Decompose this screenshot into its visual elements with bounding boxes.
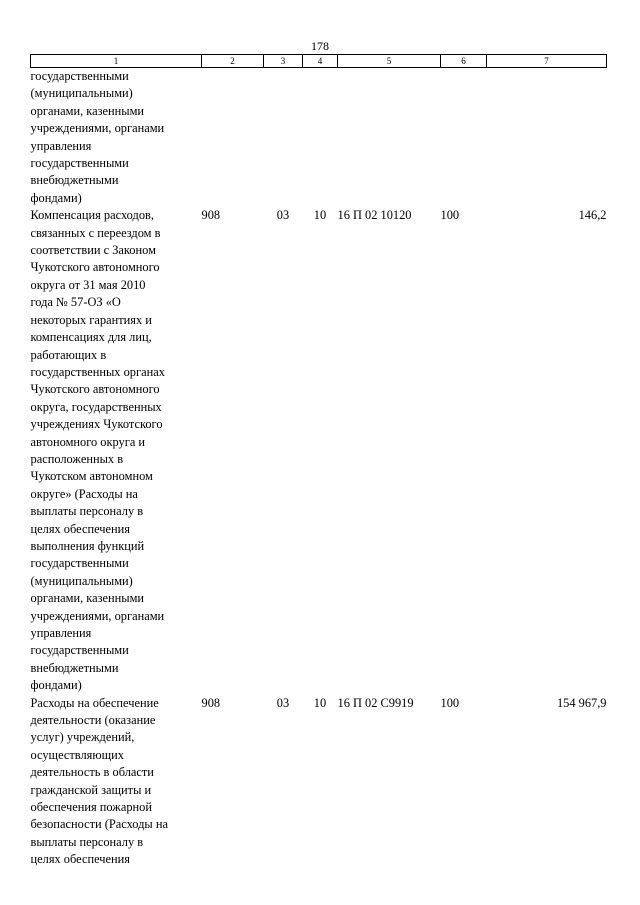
column-header-7: 7 [487, 55, 607, 68]
expense-name-line: осуществляющих [30, 747, 124, 762]
expense-name-line: целях обеспечения [30, 521, 130, 536]
column-number-row [31, 55, 607, 68]
column-header-5: 5 [338, 55, 441, 68]
expense-name-line: государственных органах [30, 364, 165, 379]
column-header-2: 2 [202, 55, 264, 68]
table-row [31, 695, 607, 869]
expense-name-line: Чукотском автономном [30, 469, 153, 484]
amount-value: 154 967,9 [556, 695, 607, 710]
expense-name-line: Расходы на обеспечение [30, 695, 159, 710]
expense-name-line: Компенсация расходов, [30, 208, 154, 223]
table-row [31, 68, 607, 208]
expense-type-code: 100 [440, 208, 460, 223]
expense-name-line: управления [30, 626, 92, 640]
expense-name [31, 695, 202, 869]
expense-name-line: деятельность в области [30, 765, 154, 780]
section-code: 03 [276, 208, 290, 223]
expense-name-line: обеспечения пожарной [30, 800, 152, 815]
expense-name-line: некоторых гарантиях и [30, 312, 152, 327]
expense-name-line: целях обеспечения [30, 852, 130, 867]
expense-name-line: (муниципальными) [30, 86, 133, 101]
expense-name-line: расположенных в [30, 451, 124, 466]
expense-name-line: управления [30, 138, 92, 153]
column-header-4: 4 [303, 55, 338, 68]
expense-name-line: работающих в [30, 347, 107, 362]
expense-name-line: округе» (Расходы на [30, 486, 138, 501]
amount-value: 146,2 [578, 208, 607, 223]
expense-name-line: округа, государственных [30, 399, 162, 414]
expense-name-line: органами, казенными [30, 103, 145, 118]
expense-name-line: органами, казенными [30, 591, 145, 606]
expense-name-line: государственными [30, 156, 129, 171]
expense-name-line: фондами) [30, 678, 82, 693]
expense-type-code [441, 68, 487, 208]
expense-name-line: учреждениях Чукотского [30, 417, 163, 432]
ministry-code: 908 [201, 695, 221, 710]
expense-name-line: соответствии с Законом [30, 243, 156, 258]
expense-name-line: учреждениями, органами [30, 608, 165, 623]
ministry-code [202, 68, 264, 208]
expense-name-line: фондами) [30, 190, 82, 205]
table-row [31, 207, 607, 694]
amount-value [487, 68, 607, 208]
subsection-code: 10 [313, 695, 327, 710]
expense-name-line: компенсациях для лиц, [30, 330, 152, 345]
table-body [31, 68, 607, 869]
column-header-6: 6 [441, 55, 487, 68]
expense-name [31, 207, 202, 694]
expense-name-line: автономного округа и [30, 434, 146, 449]
expense-name-line: года № 57-ОЗ «О [30, 295, 121, 310]
expense-name-line: выплаты персоналу в [30, 504, 144, 519]
target-article-code [338, 68, 441, 208]
expense-name-line: учреждениями, органами [30, 121, 165, 136]
section-code: 03 [276, 695, 290, 710]
expense-name-line: государственными [30, 69, 129, 83]
section-code [264, 68, 303, 208]
subsection-code: 10 [313, 208, 327, 223]
expense-name-line: выполнения функций [30, 538, 145, 553]
subsection-code [303, 68, 338, 208]
expense-name-line: выплаты персоналу в [30, 834, 144, 849]
expense-name-line: Чукотского автономного [30, 260, 160, 275]
column-header-1: 1 [31, 55, 202, 68]
expense-name-line: безопасности (Расходы на [30, 817, 168, 832]
expense-name-line: округа от 31 мая 2010 [30, 277, 146, 292]
target-article-code: 16 П 02 10120 [337, 208, 412, 223]
expense-name [31, 68, 202, 208]
ministry-code: 908 [201, 208, 221, 223]
expense-name-line: (муниципальными) [30, 573, 133, 588]
expense-name-line: связанных с переездом в [30, 225, 161, 240]
page-number: 178 [311, 39, 329, 53]
expense-name-line: деятельности (оказание [30, 713, 156, 728]
column-header-3: 3 [264, 55, 303, 68]
expense-name-line: гражданской защиты и [30, 782, 152, 797]
target-article-code: 16 П 02 С9919 [337, 695, 414, 710]
expense-name-line: внебюджетными [30, 173, 119, 188]
expense-name-line: государственными [30, 643, 129, 658]
expense-type-code: 100 [440, 695, 460, 710]
expense-name-line: услуг) учреждений, [30, 730, 135, 745]
expense-name-line: внебюджетными [30, 660, 119, 675]
budget-table [30, 54, 607, 869]
expense-name-line: Чукотского автономного [30, 382, 160, 397]
expense-name-line: государственными [30, 556, 129, 571]
